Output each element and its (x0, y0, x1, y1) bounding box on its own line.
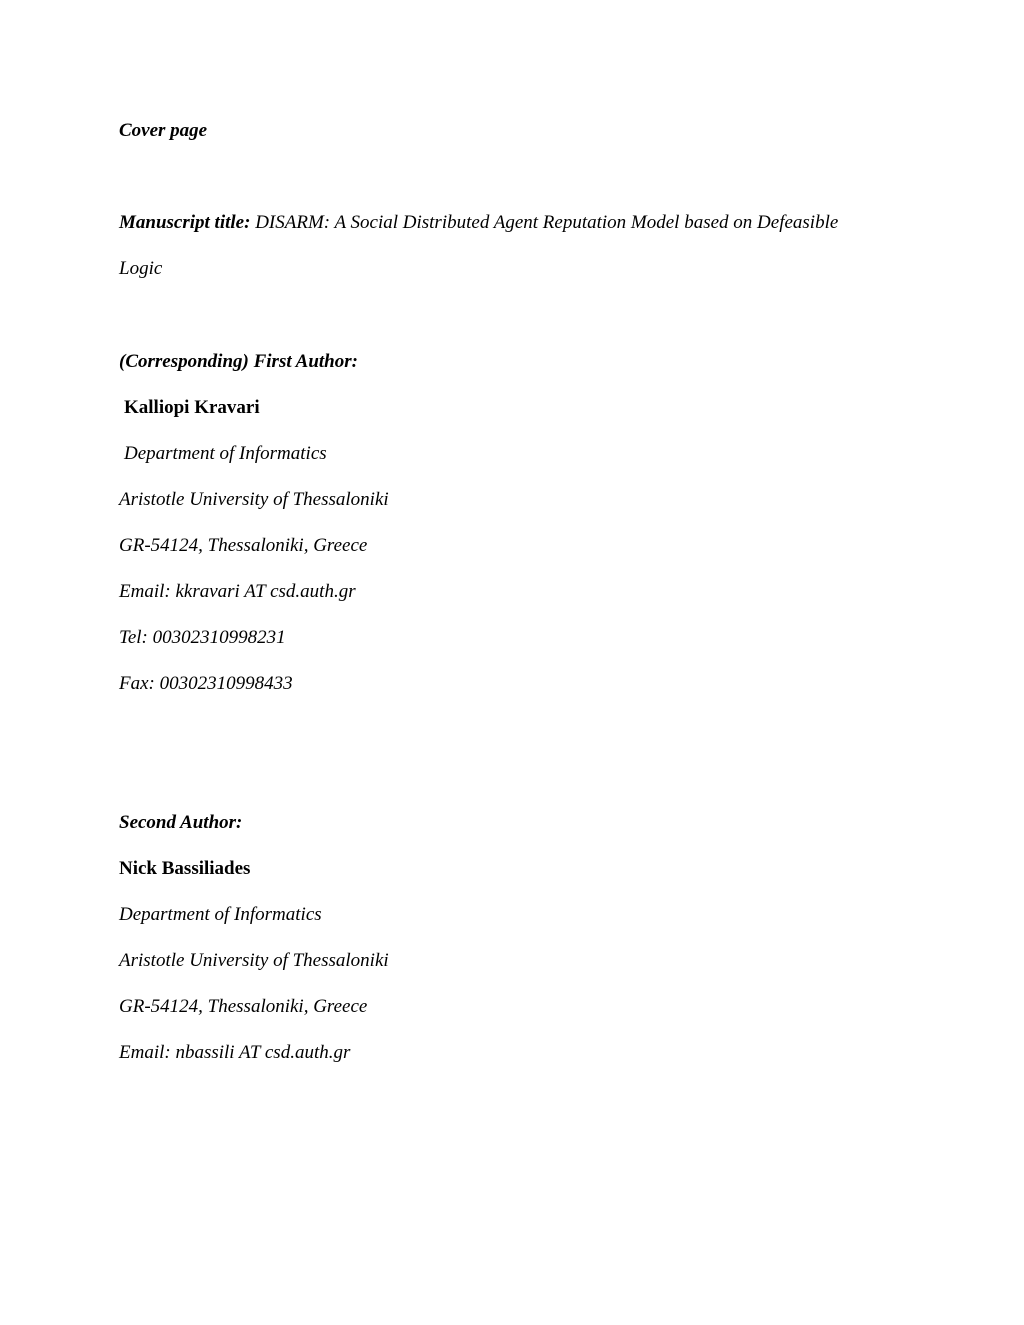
first-author-heading: (Corresponding) First Author: (119, 351, 358, 372)
first-author-name: Kalliopi Kravari (124, 397, 260, 418)
first-author-tel: Tel: 00302310998231 (119, 627, 286, 648)
second-author-address: GR-54124, Thessaloniki, Greece (119, 996, 368, 1017)
first-author-fax: Fax: 00302310998433 (119, 673, 293, 694)
cover-page-heading: Cover page (119, 120, 208, 141)
manuscript-title-continuation: Logic (119, 258, 163, 279)
manuscript-title-text: DISARM: A Social Distributed Agent Reputation Model based on Defeasible (255, 212, 839, 233)
first-author-department: Department of Informatics (124, 443, 327, 464)
manuscript-title-label: Manuscript title: (119, 212, 251, 233)
second-author-university: Aristotle University of Thessaloniki (119, 950, 389, 971)
manuscript-title-line (119, 213, 838, 232)
second-author-name: Nick Bassiliades (119, 858, 251, 879)
second-author-department: Department of Informatics (119, 904, 322, 925)
second-author-heading: Second Author: (119, 812, 243, 833)
first-author-email: Email: kkravari AT csd.auth.gr (119, 581, 356, 602)
second-author-email: Email: nbassili AT csd.auth.gr (119, 1042, 351, 1063)
first-author-address: GR-54124, Thessaloniki, Greece (119, 535, 368, 556)
first-author-university: Aristotle University of Thessaloniki (119, 489, 389, 510)
